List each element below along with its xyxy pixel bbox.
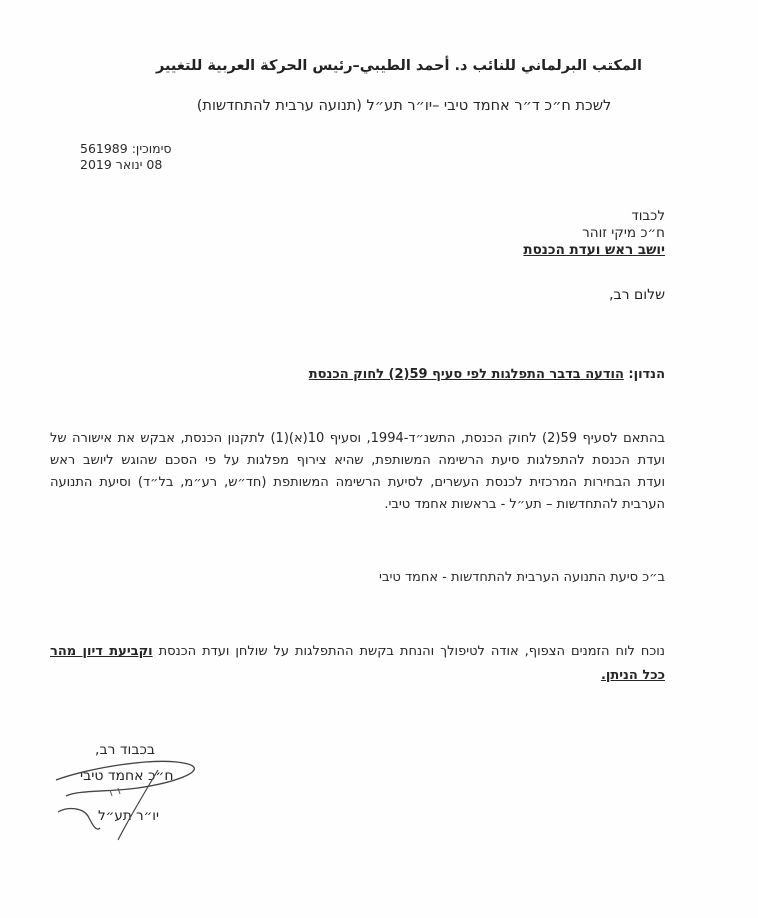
- request-line: [50, 640, 665, 664]
- arabic-letterhead: المكتب البرلماني للنائب د. أحمد الطيبي–رئيس الحركة العربية للتغيير: [155, 58, 642, 74]
- recipient-role: יושב ראש ועדת הכנסת: [523, 242, 665, 258]
- request-emphasis: וקביעת דיון מהר: [50, 644, 153, 659]
- letter-date: 08 ינואר 2019: [80, 157, 163, 172]
- signer-name: ח״כ אחמד טיבי: [80, 768, 174, 784]
- recipient-block: [523, 208, 665, 259]
- handwritten-signature-icon: [48, 750, 218, 850]
- body-line: בהתאם לסעיף 59(2) לחוק הכנסת, התשנ״ד-1994, וסעיף 10(א)(1) לתקנון הכנסת, אבקש את אישורה של: [50, 431, 665, 446]
- request-text: נוכח לוח הזמנים הצפוף, אודה לטיפולך והנחת בקשת ההתפלגות על שולחן ועדת הכנסת: [152, 644, 665, 659]
- subject-line: [309, 367, 665, 382]
- closing-salutation: בכבוד רב,: [95, 742, 155, 758]
- request-emphasis-continued: ככל הניתן.: [600, 668, 665, 683]
- body-line: ועדת הכנסת להתפלגות סיעת הרשימה המשותפת, שהיא צירוף מפלגות על פי הסכם שהוגש ליושב ראש: [50, 453, 665, 468]
- reference-value: 561989: [80, 141, 128, 156]
- greeting: שלום רב,: [609, 287, 665, 303]
- reference-label: סימוכין:: [131, 141, 172, 156]
- reference-number: [80, 141, 172, 156]
- signer-title: יו״ר תע״ל: [98, 808, 160, 824]
- recipient-name: ח״כ מיקי זוהר: [582, 225, 665, 241]
- subject-text: הודעה בדבר התפלגות לפי סעיף 59(2) לחוק הכנסת: [308, 367, 624, 382]
- body-line: ועדת הבחירות המרכזית לכנסת העשרים, לסיעת הרשימה המשותפת (חד״ש, רע״מ, בל״ד) וסיעת התנועה: [50, 475, 665, 490]
- on-behalf-line: ב״כ סיעת התנועה הערבית להתחדשות - אחמד טיבי: [379, 570, 665, 585]
- request-paragraph: [50, 640, 665, 688]
- body-paragraph: [50, 428, 665, 516]
- recipient-salutation: לכבוד: [631, 208, 665, 224]
- request-line: [50, 664, 665, 688]
- body-line: הערבית להתחדשות – תע״ל - בראשות אחמד טיבי.: [384, 497, 665, 512]
- hebrew-letterhead: לשכת ח״כ ד״ר אחמד טיבי –יו״ר תע״ל (תנועה ערבית להתחדשות): [196, 98, 612, 114]
- subject-label: הנדון:: [628, 367, 665, 382]
